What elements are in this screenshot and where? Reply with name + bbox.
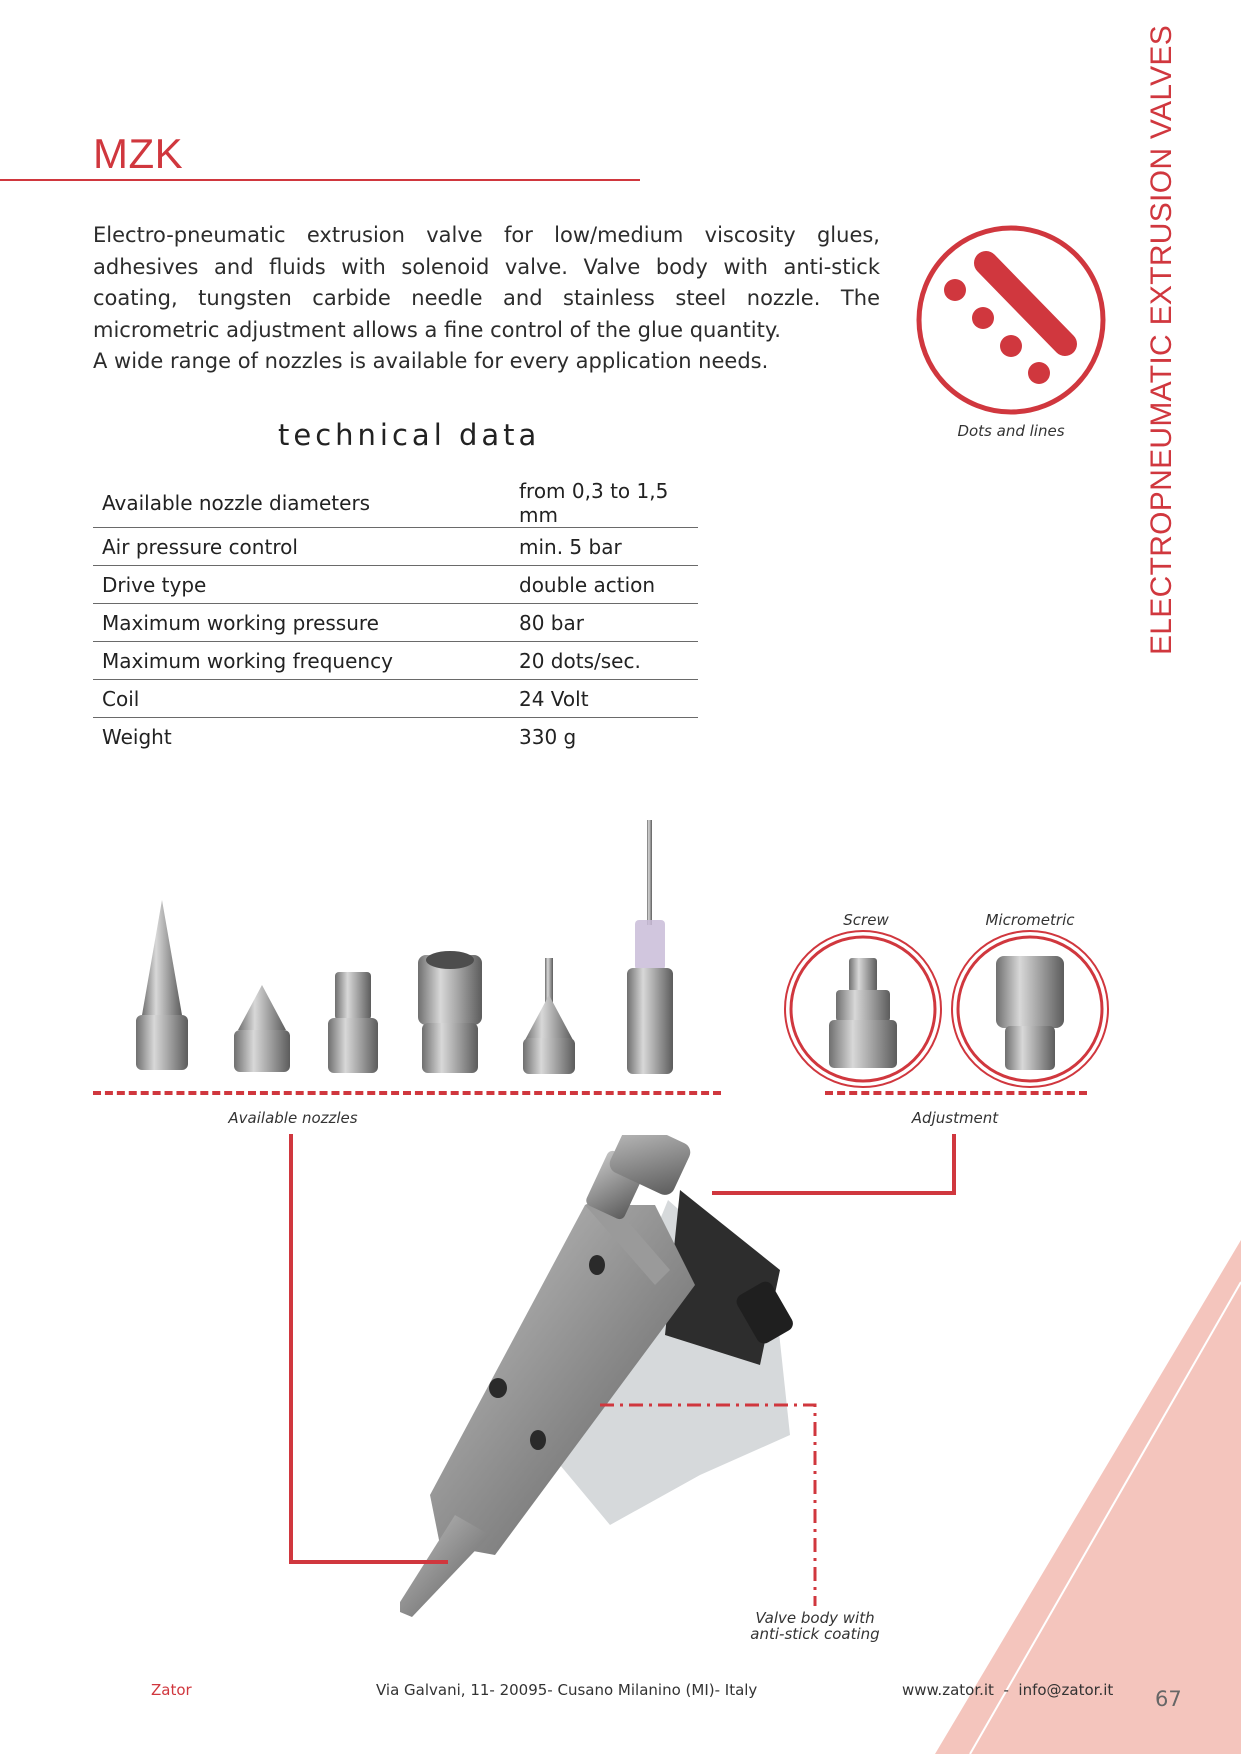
spec-value: double action [510,566,698,604]
spec-label: Weight [102,724,172,749]
spec-label: Maximum working pressure [93,604,510,642]
spec-value: 20 dots/sec. [510,642,698,680]
adjustment-label: Adjustment [911,1109,999,1127]
page-number: 67 [1155,1687,1182,1711]
valve-body-label-line: Valve body with [755,1609,875,1627]
footer-company: Zator [151,1681,192,1699]
spec-value: from 0,3 to 1,5 mm [510,479,698,528]
spec-label: Maximum working frequency [93,642,510,680]
footer-address: Via Galvani, 11- 20095- Cusano Milanino (MI)- Italy [376,1681,758,1699]
description-paragraph: Electro-pneumatic extrusion valve for low/medium viscosity glues, adhesives and fluids with solenoid valve. Valve body with anti-stick coating, tungsten carbide needle and stainless steel nozzle. The micrometric adjustment allows a fine control of the glue quantity. [93,223,880,342]
description-paragraph: A wide range of nozzles is available for every application needs. [93,349,769,373]
valve-body-label [735,1610,895,1642]
section-side-title: ELECTROPNEUMATIC EXTRUSION VALVES [1145,24,1178,655]
valve-body-label-line: anti-stick coating [750,1625,880,1643]
spec-label: Coil [93,680,510,718]
screw-label: Screw [843,911,889,929]
technical-data-heading: technical data [278,418,541,452]
badge-caption: Dots and lines [957,422,1065,440]
spec-label: Available nozzle diameters [93,479,510,528]
spec-value: 80 bar [510,604,698,642]
spec-label: Air pressure control [93,528,510,566]
spec-value: 330 g [519,724,577,749]
page-title: MZK [93,130,184,177]
spec-value: min. 5 bar [510,528,698,566]
spec-label: Drive type [93,566,510,604]
available-nozzles-label: Available nozzles [228,1109,358,1127]
micrometric-label: Micrometric [985,911,1075,929]
spec-value: 24 Volt [510,680,698,718]
footer-contacts[interactable]: www.zator.it - info@zator.it [902,1681,1114,1699]
